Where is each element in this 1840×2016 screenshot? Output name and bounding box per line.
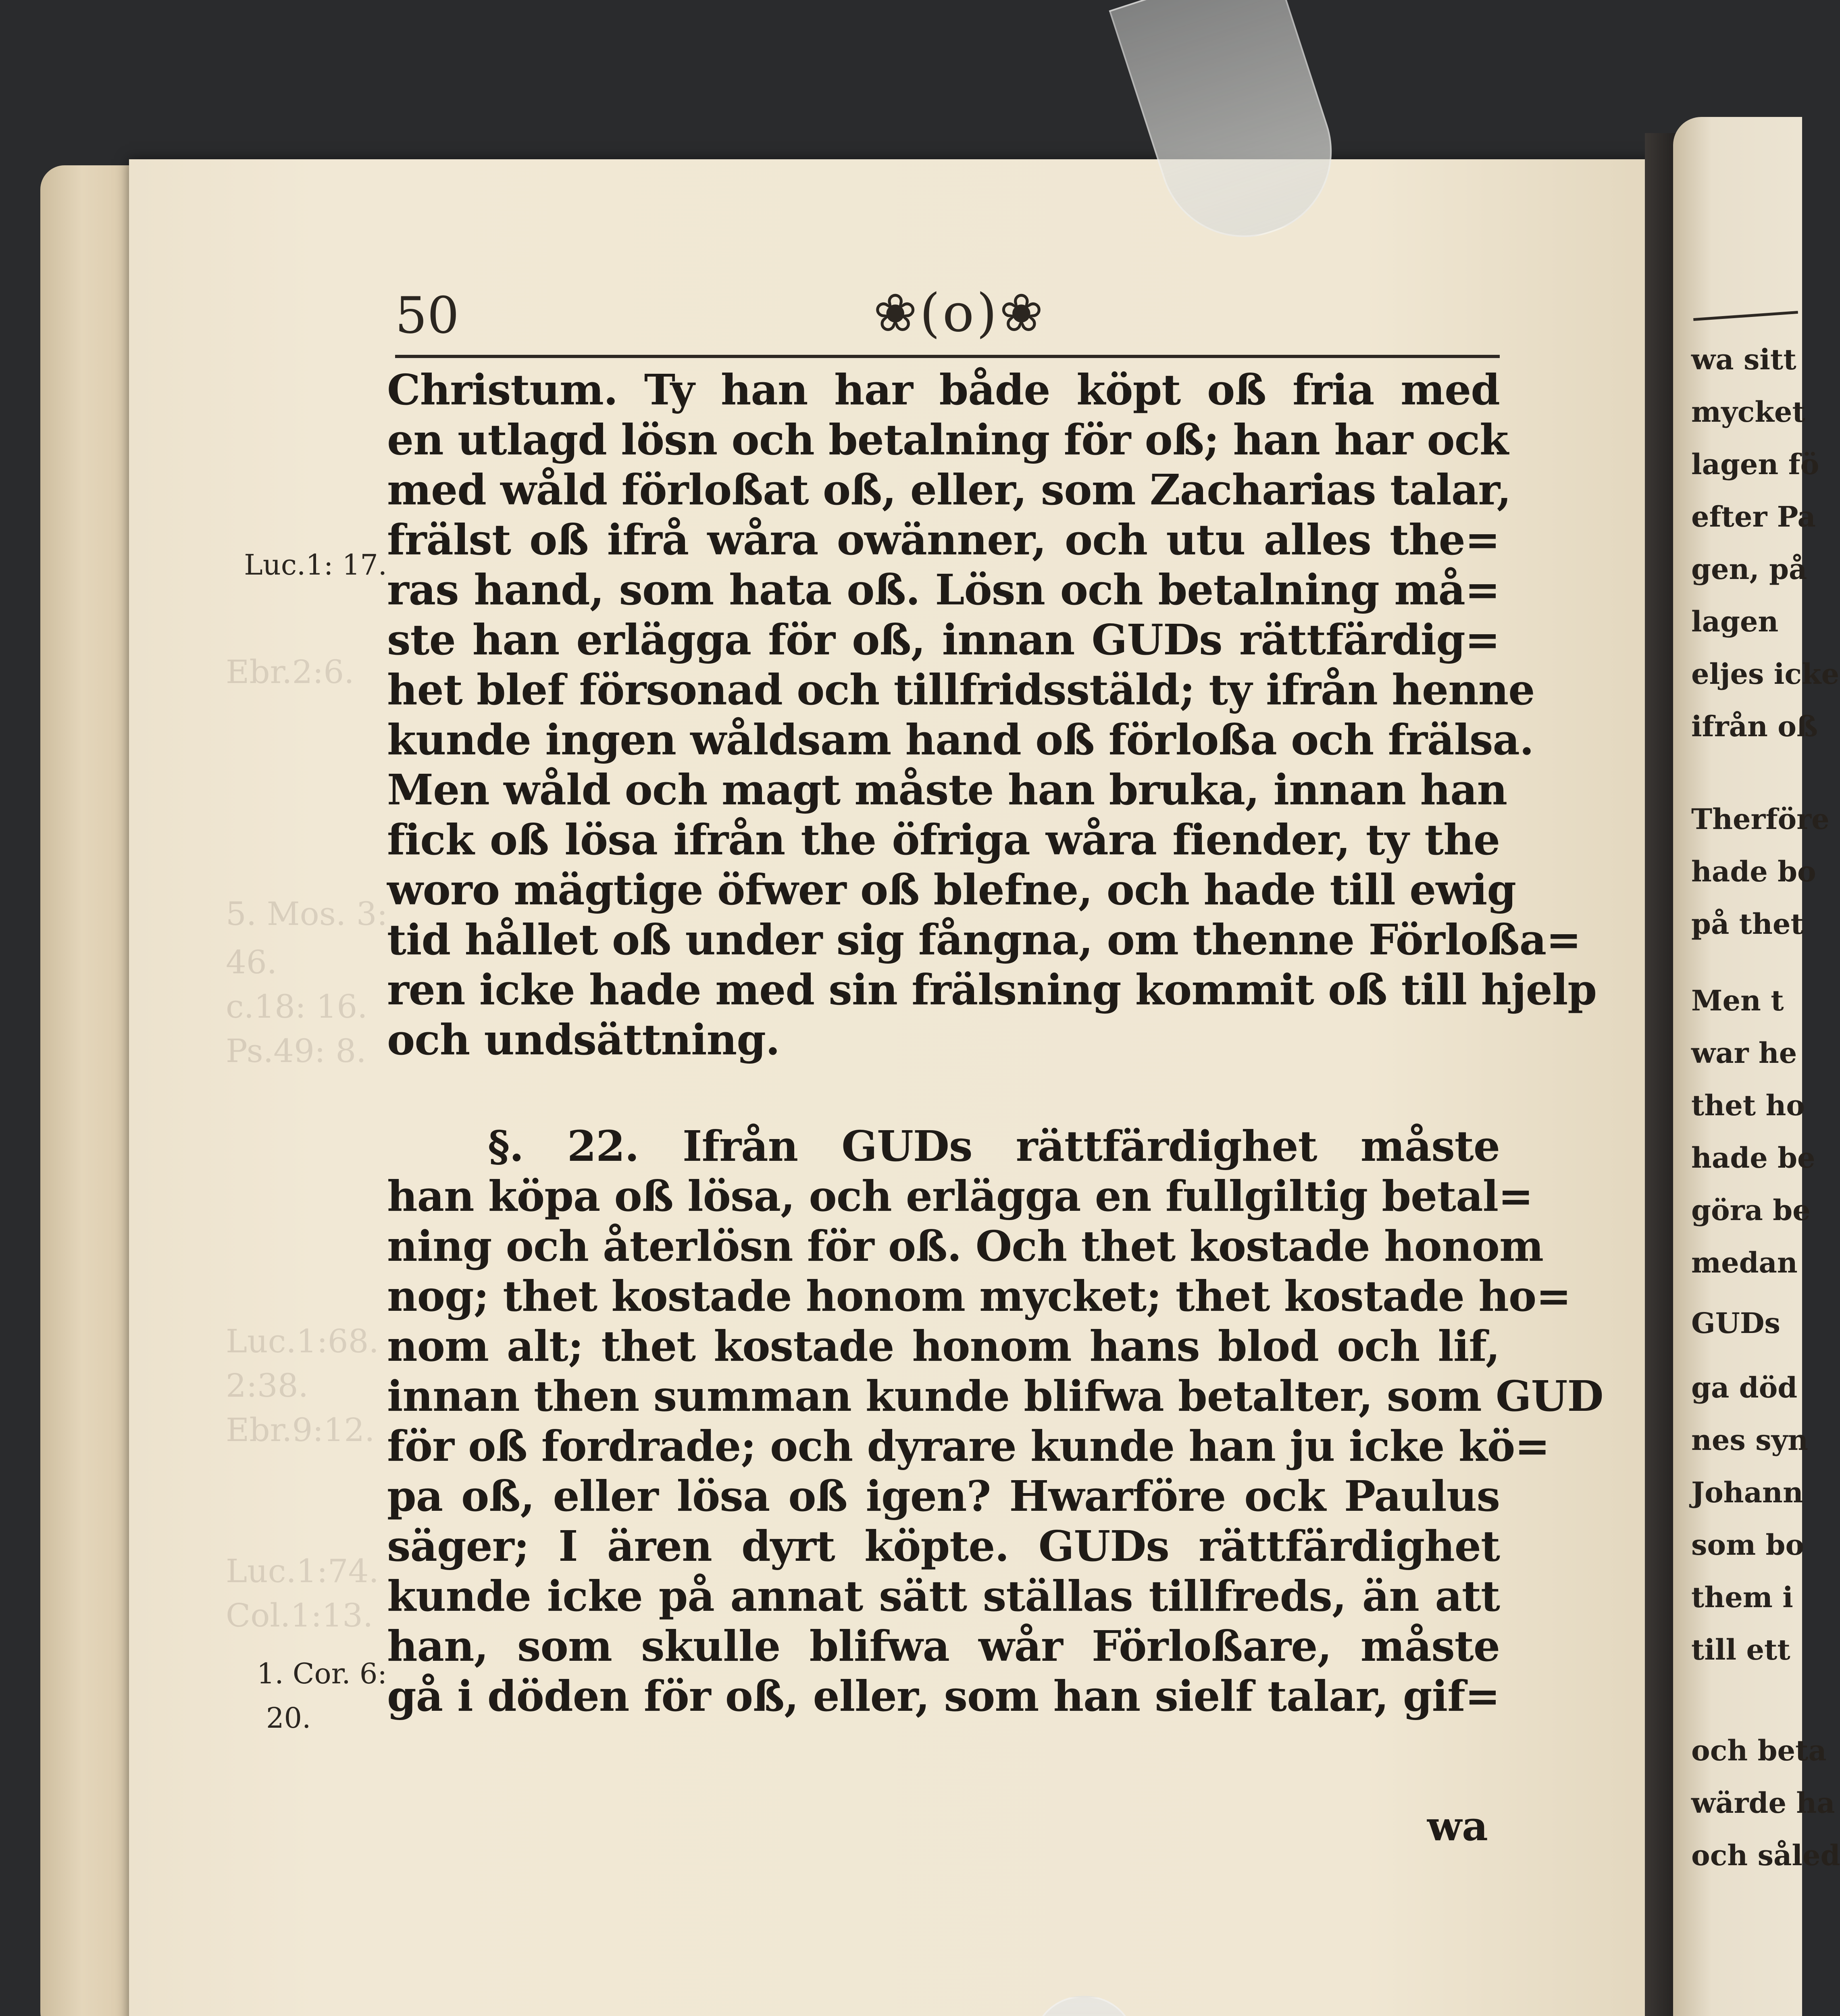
facing-page-line: mycket <box>1691 395 1805 429</box>
facing-page-line: lagen <box>1691 605 1779 638</box>
section-heading-line: §. 22. Ifrån GUDs rättfärdighet måste <box>488 1121 1500 1171</box>
facing-page-line: medan <box>1691 1246 1798 1279</box>
facing-page-line: ga död <box>1691 1371 1798 1404</box>
text-line: ras hand, som hata oß. Lösn och betalning må= <box>387 565 1500 614</box>
facing-page-line: och såled <box>1691 1839 1840 1872</box>
facing-page-line: Johann <box>1691 1476 1803 1509</box>
show-through-text: c.18: 16. <box>226 988 368 1025</box>
facing-page-line: thet ho <box>1691 1089 1805 1122</box>
facing-page-line: och beta <box>1691 1734 1827 1767</box>
show-through-text: Col.1:13. <box>226 1597 373 1634</box>
show-through-text: Luc.1:74. <box>226 1552 379 1590</box>
facing-page-line: eljes icke <box>1691 657 1840 691</box>
text-line: fick oß lösa ifrån the öfriga wåra fiender, ty the <box>387 815 1500 864</box>
text-line: nom alt; thet kostade honom hans blod och lif, <box>387 1321 1500 1371</box>
text-line: innan then summan kunde blifwa betalter, som GUD <box>387 1371 1603 1421</box>
catchword: wa <box>1427 1802 1488 1850</box>
margin-note-luke: Luc.1: 17. <box>244 548 387 581</box>
text-line: nog; thet kostade honom mycket; thet kostade ho= <box>387 1271 1571 1321</box>
text-line: kunde icke på annat sätt ställas tillfreds, än att <box>387 1571 1500 1621</box>
facing-page-line: them i <box>1691 1581 1793 1614</box>
text-line: för oß fordrade; och dyrare kunde han ju icke kö= <box>387 1421 1550 1471</box>
facing-page-line: lagen fö <box>1691 448 1819 481</box>
text-line: frälst oß ifrå wåra owänner, och utu alles the= <box>387 515 1500 564</box>
show-through-text: 5. Mos. 3: <box>226 895 388 933</box>
text-line: woro mägtige öfwer oß blefne, och hade till ewig <box>387 865 1516 914</box>
header-ornament: ❀(o)❀ <box>873 282 1046 344</box>
text-line: gå i döden för oß, eller, som han sielf talar, gif= <box>387 1671 1500 1721</box>
facing-page-line: som bo <box>1691 1528 1805 1562</box>
text-line: Men wåld och magt måste han bruka, innan han <box>387 765 1507 814</box>
text-line: och undsättning. <box>387 1015 780 1064</box>
facing-page-line: gen, på <box>1691 552 1807 586</box>
text-line: tid hållet oß under sig fångna, om thenne Förloßa= <box>387 915 1581 964</box>
facing-page-line: GUDs <box>1691 1306 1780 1340</box>
text-line: Christum. Ty han har både köpt oß fria med <box>387 365 1500 414</box>
text-line: med wåld förloßat oß, eller, som Zacharias talar, <box>387 465 1511 514</box>
text-line: han köpa oß lösa, och erlägga en fullgiltig betal= <box>387 1171 1533 1221</box>
facing-page-line: hade be <box>1691 1141 1815 1175</box>
facing-page-line: göra be <box>1691 1193 1811 1227</box>
text-line: en utlagd lösn och betalning för oß; han har ock <box>387 415 1509 464</box>
text-line: ning och återlösn för oß. Och thet kostade honom <box>387 1221 1544 1271</box>
margin-note-corinthians: 1. Cor. 6: <box>256 1657 387 1690</box>
page-number: 50 <box>395 286 460 345</box>
facing-page-line: wärde ha <box>1691 1786 1835 1820</box>
text-line: ste han erlägga för oß, innan GUDs rättfärdig= <box>387 615 1500 664</box>
text-line: han, som skulle blifwa wår Förloßare, måste <box>387 1621 1500 1671</box>
text-line: säger; I ären dyrt köpte. GUDs rättfärdighet <box>387 1521 1500 1571</box>
text-line: pa oß, eller lösa oß igen? Hwarföre ock Paulus <box>387 1471 1500 1521</box>
facing-page-line: efter Pa <box>1691 500 1816 533</box>
text-line: het blef försonad och tillfridsstäld; ty ifrån henne <box>387 665 1535 714</box>
facing-page-line: war he <box>1691 1036 1797 1070</box>
facing-page-line: på thet <box>1691 907 1804 941</box>
page-header <box>395 278 1500 351</box>
facing-page-line: till ett <box>1691 1633 1790 1666</box>
facing-page-line: ifrån oß <box>1691 710 1818 743</box>
show-through-text: 46. <box>226 943 277 981</box>
show-through-text: Luc.1:68. <box>226 1322 379 1360</box>
facing-page-line: nes syn <box>1691 1423 1809 1457</box>
facing-page-line: Therföre <box>1691 802 1830 836</box>
facing-page-line: wa sitt <box>1691 343 1796 376</box>
header-rule <box>395 355 1500 358</box>
margin-note-corinthians-verse: 20. <box>266 1702 311 1735</box>
text-line: kunde ingen wåldsam hand oß förloßa och frälsa. <box>387 715 1534 764</box>
show-through-text: Ebr.9:12. <box>226 1411 375 1449</box>
facing-page-line: hade bo <box>1691 855 1816 888</box>
show-through-text: Ps.49: 8. <box>226 1032 366 1070</box>
text-line: ren icke hade med sin frälsning kommit oß till hjelp <box>387 965 1597 1014</box>
main-text <box>387 365 1603 1721</box>
show-through-text: 2:38. <box>226 1367 309 1404</box>
show-through-text: Ebr.2:6. <box>226 653 354 691</box>
facing-page-line: Men t <box>1691 984 1784 1017</box>
